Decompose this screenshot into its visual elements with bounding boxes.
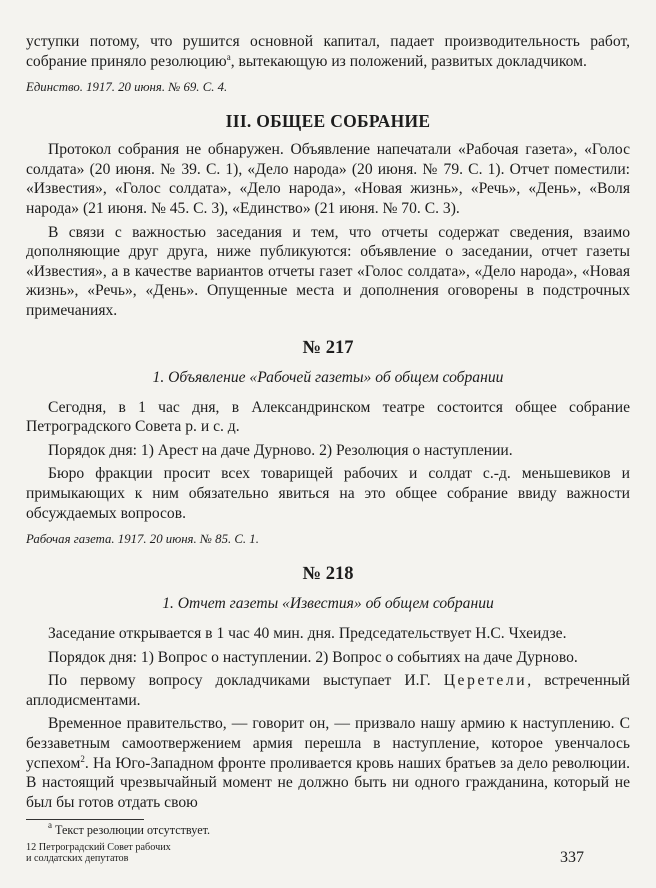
footnote-text: Текст резолюции отсутствует. [55,823,211,838]
signature-mark [26,842,171,864]
document-title: 1. Отчет газеты «Известия» об общем собрании [162,595,494,613]
intro-text: уступки потому, что рушится основной капитал, падает производительность работ, собрание приняло резолюцию [26,33,630,70]
document-number: № 218 [302,564,354,585]
page-number: 337 [560,849,584,866]
document-paragraph: Порядок дня: 1) Арест на даче Дурново. 2) Резолюция о наступлении. [48,441,513,459]
paragraph-text: , встреченный аплодисментами. [26,672,630,709]
signature-line: и солдатских депутатов [26,853,129,864]
section-heading: III. ОБЩЕЕ СОБРАНИЕ [225,111,431,132]
page-content [26,32,630,838]
document-paragraph: Заседание открывается в 1 час 40 мин. дня. Председательствует Н.С. Чхеидзе. [48,625,567,643]
document-title: 1. Объявление «Рабочей газеты» об общем собрании [152,368,504,386]
intro-text-end: , вытекающую из положений, развитых докладчиком. [230,52,587,70]
intro-paragraph [26,32,630,71]
section-paragraph: В связи с важностью заседания и тем, что отчеты содержат сведения, взаимо дополняющие друг друга, ниже публикуются: объявление о заседании, отчет газеты «Известия», а в качестве вариантов отчеты газет «Голос солдата», «Дело народа», «Новая жизнь», «Речь», «День». Опущенные места и дополнения оговорены в подстрочных примечаниях. [26,223,630,319]
document-paragraph [26,671,630,710]
footnote-divider [26,819,144,820]
footnote-marker: а [48,820,52,831]
document-paragraph: Сегодня, в 1 час дня, в Александринском театре состоится общее собрание Петроградского Совета р. и с. д. [26,398,630,436]
paragraph-text: . На Юго-Западном фронте проливается кровь наших братьев за дело революции. В настоящий чрезвычайный момент не должно быть ни одного гражданина, который не был бы готов отдать свою [26,754,630,811]
document-source-citation: Рабочая газета. 1917. 20 июня. № 85. С. 1. [26,532,259,547]
document-paragraph [26,714,630,812]
paragraph-text: По первому вопросу докладчиками выступает И.Г. [48,672,444,690]
document-paragraph: Порядок дня: 1) Вопрос о наступлении. 2) Вопрос о событиях на даче Дурново. [48,648,578,666]
speaker-name: Церетели [443,672,528,690]
intro-source-citation: Единство. 1917. 20 июня. № 69. С. 4. [26,80,228,95]
document-number: № 217 [302,337,354,358]
paragraph-text: Временное правительство, — говорит он, — призвало нашу армию к наступлению. С беззаветным самоотвержением армия перешла в наступление, которое увенчалось успехом [26,715,630,772]
footnote [26,820,630,838]
section-paragraph: Протокол собрания не обнаружен. Объявление напечатали «Рабочая газета», «Голос солдата» (20 июня. № 39. С. 1), «Дело народа» (20 июня. № 79. С. 1). Отчет поместили: «Известия», «Голос солдата», «Дело народа», «Новая жизнь», «Речь», «День», «Воля народа» (21 июня. № 45. С. 3), «Единство» (21 июня. № 70. С. 3). [26,141,630,217]
footnote-reference[interactable]: а [226,51,231,62]
document-paragraph: Бюро фракции просит всех товарищей рабочих и солдат с.-д. меньшевиков и примыкающих к ним обязательно явиться на это общее собрание ввиду важности обсуждаемых вопросов. [26,465,630,522]
signature-line: 12 Петроградский Совет рабочих [26,842,171,853]
footnote-reference[interactable]: 2 [80,753,85,764]
